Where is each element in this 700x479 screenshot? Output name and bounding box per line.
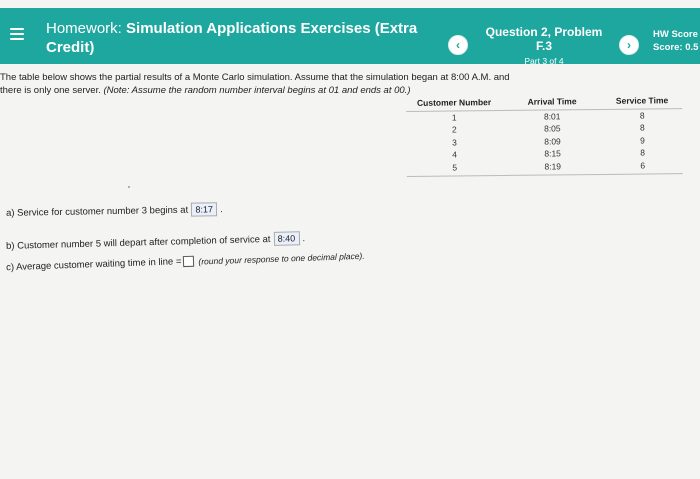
question-b: [6, 231, 305, 253]
answer-c-input[interactable]: [183, 256, 194, 267]
question-c-text: c) Average customer waiting time in line =: [5, 256, 182, 274]
customer-number-cell: 5: [407, 160, 503, 176]
problem-note: (Note: Assume the random number interval begins at 01 and ends at 00.): [103, 85, 411, 96]
problem-statement: [0, 71, 680, 97]
question-c-hint: (round your response to one decimal place).: [198, 250, 365, 267]
homework-title-name: Simulation Applications Exercises (Extra Credit): [46, 20, 418, 56]
question-b-end: .: [302, 232, 306, 244]
question-label: Question 2, Problem F.3: [485, 25, 603, 53]
question-a-end: .: [220, 203, 223, 215]
service-time-cell: 9: [640, 135, 645, 146]
homework-title-prefix: Homework:: [46, 20, 127, 37]
arrival-time-cell: 8:01: [543, 111, 561, 122]
chevron-left-icon: ‹: [456, 38, 460, 52]
answer-a-field[interactable]: 8:17: [191, 202, 217, 216]
part-label: Part 3 of 4: [524, 56, 564, 66]
chevron-right-icon: ›: [627, 38, 631, 52]
arrival-time-cell: 8:15: [544, 148, 561, 159]
answer-b-field[interactable]: 8:40: [273, 231, 299, 246]
header-bar: [0, 8, 700, 64]
homework-title: [46, 19, 426, 57]
question-indicator: [478, 25, 610, 66]
question-b-text: b) Customer number 5 will depart after completion of service at: [5, 233, 271, 252]
hw-score: [653, 28, 700, 54]
service-time-cell: 8: [639, 122, 645, 133]
hw-score-value: Score: 0.5: [653, 42, 699, 53]
question-c: [6, 250, 365, 274]
arrival-time-cell: 8:09: [544, 136, 561, 147]
customer-number-cell: 2: [451, 124, 457, 135]
next-question-button[interactable]: [619, 35, 639, 55]
service-time-cell: 8: [640, 147, 646, 158]
customer-number-cell: 3: [452, 137, 457, 148]
menu-icon[interactable]: [10, 28, 24, 40]
header-customer-number: Customer Number: [406, 95, 502, 112]
simulation-table: [406, 93, 683, 176]
hw-score-label: HW Score: [653, 29, 698, 40]
table-row: [407, 159, 683, 176]
stray-dot: [128, 186, 130, 188]
problem-line-2-text: there is only one server.: [0, 85, 101, 96]
question-a: [6, 202, 223, 220]
question-a-text: a) Service for customer number 3 begins at: [5, 204, 189, 219]
header-arrival-time: Arrival Time: [502, 94, 602, 111]
arrival-time-cell: 8:05: [544, 123, 561, 134]
service-time-cell: 6: [603, 159, 683, 174]
previous-question-button[interactable]: [448, 35, 468, 55]
customer-number-cell: 4: [452, 149, 458, 160]
problem-line-1: The table below shows the partial results of a Monte Carlo simulation. Assume that the simulation began at 8:00 A.M. and: [0, 72, 510, 83]
service-time-cell: 8: [639, 110, 645, 121]
header-service-time: Service Time: [602, 93, 682, 109]
arrival-time-cell: 8:19: [503, 159, 603, 175]
customer-number-cell: 1: [451, 112, 457, 123]
